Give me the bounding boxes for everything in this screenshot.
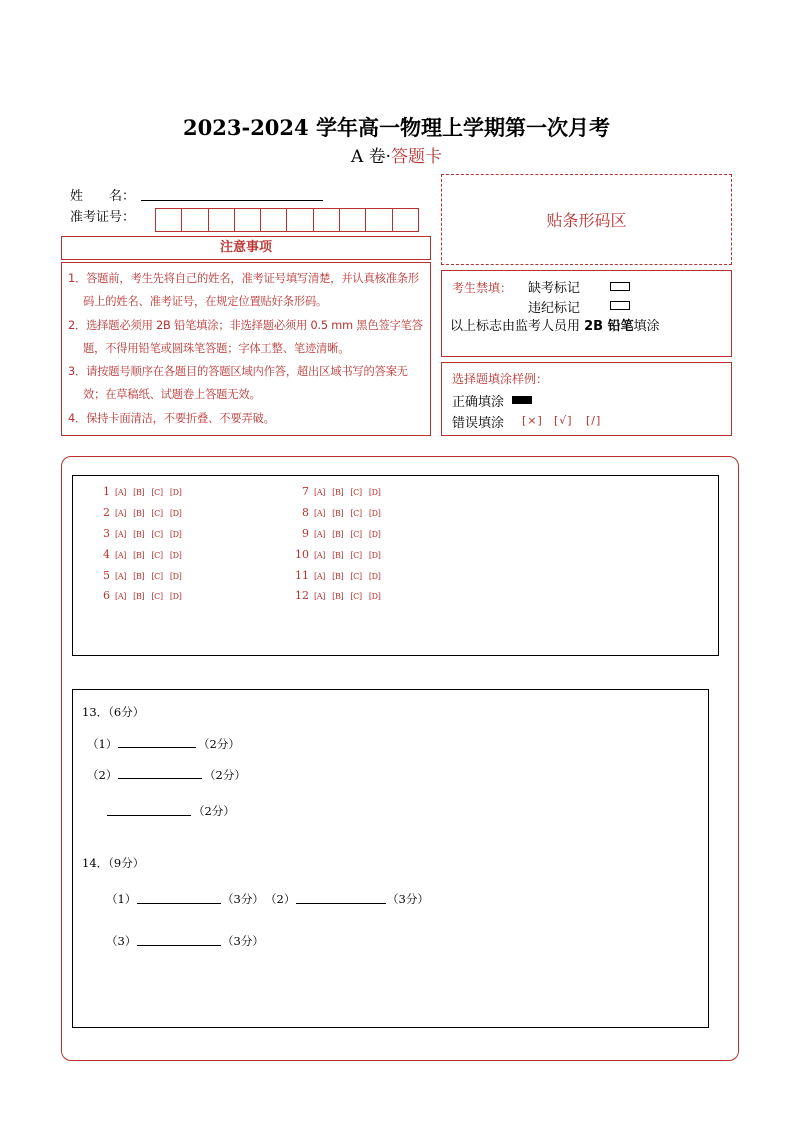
sample-title: 选择题填涂样例：: [452, 372, 549, 386]
q14-part3-label: （3）: [106, 934, 137, 948]
q14-part1-label: （1）: [106, 892, 137, 906]
option-c[interactable]: [C]: [151, 509, 163, 518]
option-b[interactable]: [B]: [133, 592, 145, 601]
option-a[interactable]: [A]: [314, 551, 326, 560]
exam-id-label: 准考证号：: [70, 210, 136, 225]
question-number: 2: [103, 506, 110, 519]
exam-id-cell[interactable]: [393, 209, 418, 231]
notice-item: 2．选择题必须用 2B 铅笔填涂；非选择题必须用 0.5 mm 黑色签字笔答题，不得用铅笔或圆珠笔答题；字体工整、笔迹清晰。: [68, 318, 423, 355]
choice-row: [90, 548, 189, 562]
q14-part2-label: （2）: [265, 892, 296, 906]
exam-id-cell[interactable]: [235, 209, 261, 231]
option-c[interactable]: [C]: [350, 551, 362, 560]
violation-mark-box[interactable]: [610, 301, 630, 310]
q14-part3-score: （3分）: [222, 934, 264, 948]
option-d[interactable]: [D]: [169, 572, 182, 581]
q13-part3-blank[interactable]: [107, 815, 191, 816]
option-a[interactable]: [A]: [314, 592, 326, 601]
choice-row: [289, 527, 388, 541]
forbid-note-post: 填涂: [633, 319, 660, 334]
question-number: 4: [103, 548, 110, 561]
notice-item: 1．答题前，考生先将自己的姓名，准考证号填写清楚，并认真核准条形码上的姓名、准考证号，在规定位置贴好条形码。: [68, 272, 419, 309]
forbid-note: [450, 315, 660, 334]
choice-row: [90, 569, 189, 583]
option-a[interactable]: [A]: [314, 488, 326, 497]
exam-id-cell[interactable]: [287, 209, 313, 231]
page-title: 2023-2024 学年高一物理上学期第一次月考: [183, 115, 610, 140]
option-c[interactable]: [C]: [151, 530, 163, 539]
q13-part2-label: （2）: [87, 768, 118, 782]
choice-row: [289, 569, 388, 583]
wrong-mark-slash: [/]: [586, 414, 602, 427]
option-c[interactable]: [C]: [350, 572, 362, 581]
forbid-note-bold: 2B 铅笔: [584, 319, 634, 334]
choice-row: [289, 485, 388, 499]
q13-part1-score: （2分）: [198, 737, 240, 751]
correct-fill-sample: [512, 396, 532, 404]
notice-item: 4．保持卡面清洁，不要折叠、不要弄破。: [68, 411, 275, 425]
fill-answer-box: [72, 689, 709, 1028]
option-d[interactable]: [D]: [169, 551, 182, 560]
barcode-label: 贴条形码区: [546, 211, 627, 230]
examiner-only-box: [441, 270, 732, 357]
option-d[interactable]: [D]: [368, 530, 381, 539]
choice-row: [289, 548, 388, 562]
exam-id-cell[interactable]: [182, 209, 208, 231]
option-a[interactable]: [A]: [314, 572, 326, 581]
correct-label: 正确填涂: [452, 395, 505, 410]
absent-mark-box[interactable]: [610, 282, 630, 291]
q13-part2-score: （2分）: [204, 768, 246, 782]
absent-label: 缺考标记: [528, 281, 581, 296]
exam-id-boxes[interactable]: [155, 208, 419, 232]
q13-part3-score: （2分）: [193, 804, 235, 818]
choice-row: [90, 527, 189, 541]
q13-part1-blank[interactable]: [118, 747, 196, 748]
choice-row: [90, 589, 189, 603]
option-a[interactable]: [A]: [115, 530, 127, 539]
question-number: 11: [295, 569, 309, 582]
fill-sample-box: [441, 362, 732, 436]
choice-row: [90, 506, 189, 520]
name-label: 姓 名：: [70, 189, 136, 204]
q14-part1-score: （3分）: [222, 892, 264, 906]
option-b[interactable]: [B]: [133, 551, 145, 560]
wrong-mark-check: [√]: [554, 414, 573, 427]
exam-id-cell[interactable]: [209, 209, 235, 231]
option-c[interactable]: [C]: [151, 551, 163, 560]
option-d[interactable]: [D]: [169, 488, 182, 497]
option-b[interactable]: [B]: [133, 488, 145, 497]
option-d[interactable]: [D]: [169, 530, 182, 539]
q13-part1-label: （1）: [87, 737, 118, 751]
exam-id-cell[interactable]: [314, 209, 340, 231]
q14-part2-blank[interactable]: [296, 903, 386, 904]
question-number: 1: [103, 485, 110, 498]
option-c[interactable]: [C]: [350, 530, 362, 539]
question-number: 5: [103, 569, 110, 582]
option-c[interactable]: [C]: [350, 488, 362, 497]
forbid-note-pre: 以上标志由监考人员用: [450, 319, 585, 334]
option-c[interactable]: [C]: [350, 509, 362, 518]
question-number: 8: [302, 506, 309, 519]
option-b[interactable]: [B]: [332, 572, 344, 581]
q13-part2-blank[interactable]: [118, 778, 202, 779]
option-c[interactable]: [C]: [151, 488, 163, 497]
option-b[interactable]: [B]: [332, 592, 344, 601]
violation-label: 违纪标记: [528, 301, 581, 316]
notice-box: [61, 262, 431, 436]
exam-id-cell[interactable]: [261, 209, 287, 231]
option-c[interactable]: [C]: [151, 592, 163, 601]
question-number: 3: [103, 527, 110, 540]
option-a[interactable]: [A]: [115, 488, 127, 497]
choice-row: [289, 589, 388, 603]
option-b[interactable]: [B]: [332, 530, 344, 539]
exam-id-cell[interactable]: [340, 209, 366, 231]
option-d[interactable]: [D]: [169, 509, 182, 518]
choice-row: [90, 485, 189, 499]
option-a[interactable]: [A]: [115, 509, 127, 518]
notice-heading: 注意事项: [61, 236, 431, 260]
option-d[interactable]: [D]: [368, 488, 381, 497]
q14-title: 14．（9分）: [82, 856, 145, 870]
option-d[interactable]: [D]: [368, 509, 381, 518]
q14-part1-blank[interactable]: [137, 903, 221, 904]
option-c[interactable]: [C]: [151, 572, 163, 581]
option-b[interactable]: [B]: [133, 572, 145, 581]
notice-item: 3．请按题号顺序在各题目的答题区域内作答，超出区域书写的答案无效；在草稿纸、试题卷上答题无效。: [68, 365, 408, 402]
question-number: 12: [295, 589, 309, 602]
option-a[interactable]: [A]: [115, 572, 127, 581]
option-b[interactable]: [B]: [332, 509, 344, 518]
option-d[interactable]: [D]: [368, 551, 381, 560]
choice-row: [289, 506, 388, 520]
option-b[interactable]: [B]: [133, 509, 145, 518]
question-number: 10: [295, 548, 309, 561]
question-number: 6: [103, 589, 110, 602]
option-d[interactable]: [D]: [368, 592, 381, 601]
choice-answer-box: [72, 475, 719, 656]
exam-id-cell[interactable]: [156, 209, 182, 231]
page-subtitle: [0, 142, 793, 167]
option-d[interactable]: [D]: [368, 572, 381, 581]
subtitle-prefix: A 卷·: [350, 147, 392, 167]
option-b[interactable]: [B]: [332, 551, 344, 560]
option-a[interactable]: [A]: [115, 551, 127, 560]
option-b[interactable]: [B]: [332, 488, 344, 497]
option-a[interactable]: [A]: [314, 530, 326, 539]
option-c[interactable]: [C]: [350, 592, 362, 601]
wrong-label: 错误填涂: [452, 416, 505, 431]
option-a[interactable]: [A]: [314, 509, 326, 518]
option-b[interactable]: [B]: [133, 530, 145, 539]
q13-title: 13．（6分）: [82, 705, 145, 719]
q14-part3-blank[interactable]: [137, 945, 221, 946]
barcode-area: [441, 174, 732, 265]
name-field[interactable]: [141, 200, 323, 201]
question-number: 9: [302, 527, 309, 540]
exam-id-cell[interactable]: [366, 209, 392, 231]
option-a[interactable]: [A]: [115, 592, 127, 601]
question-number: 7: [302, 485, 309, 498]
option-d[interactable]: [D]: [169, 592, 182, 601]
subtitle-suffix: 答题卡: [391, 147, 443, 167]
forbid-label: 考生禁填：: [452, 281, 513, 295]
wrong-mark-x: [×]: [522, 414, 543, 427]
q14-part2-score: （3分）: [387, 892, 429, 906]
